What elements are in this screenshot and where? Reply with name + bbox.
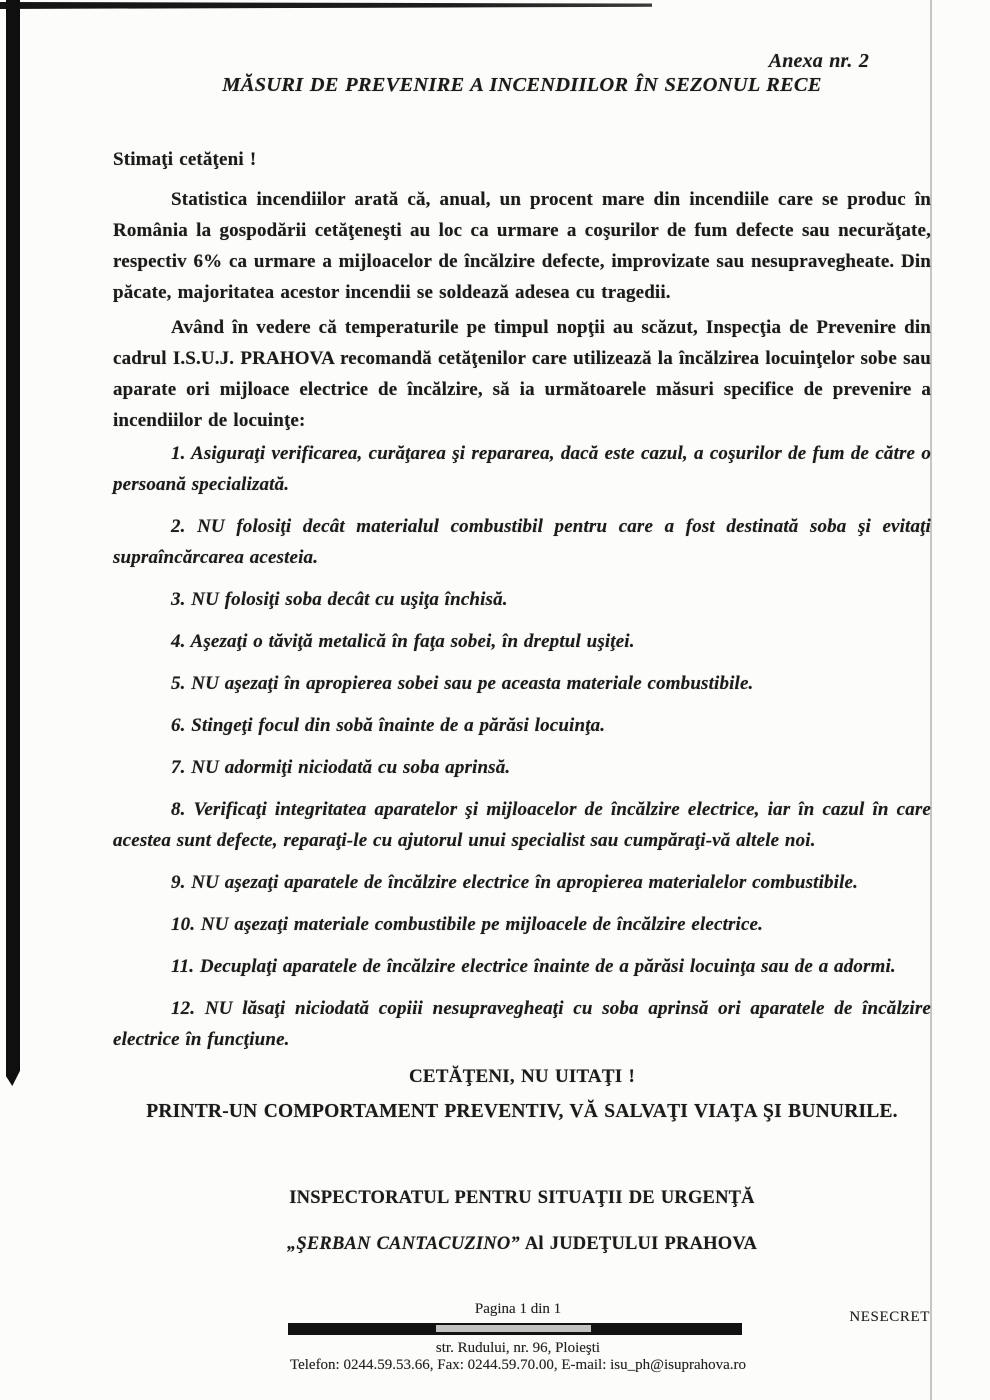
classification-label: NESECRET <box>849 1309 930 1325</box>
signature-unit-county: Al JUDEŢULUI PRAHOVA <box>519 1234 758 1254</box>
measure-item-11: 11. Decuplaţi aparatele de încălzire electrice înainte de a părăsi locuinţa sau de a adormi. <box>171 956 896 977</box>
measure-item-12: 12. NU lăsaţi niciodată copiii nesupravegheaţi cu soba aprinsă ori aparatele de încălzire electrice în funcţiune. <box>113 998 931 1050</box>
closing-callout: CETĂŢENI, NU UITAŢI ! <box>409 1066 635 1087</box>
closing-slogan: PRINTR-UN COMPORTAMENT PREVENTIV, VĂ SALVAŢI VIAŢA ŞI BUNURILE. <box>146 1101 898 1122</box>
measure-item-5: 5. NU aşezaţi în apropierea sobei sau pe aceasta materiale combustibile. <box>171 673 754 694</box>
page-number: Pagina 1 din 1 <box>474 1301 562 1317</box>
salutation: Stimaţi cetăţeni ! <box>113 149 257 170</box>
footer-contact: Telefon: 0244.59.53.66, Fax: 0244.59.70.00, E-mail: isu_ph@isuprahova.ro <box>289 1357 747 1373</box>
footer-address: str. Rudului, nr. 96, Ploieşti <box>435 1340 601 1356</box>
footer-separator-bar <box>288 1323 742 1335</box>
measure-item-6: 6. Stingeţi focul din sobă înainte de a părăsi locuinţa. <box>171 715 606 736</box>
paragraph-recommendation: Având în vedere că temperaturile pe timpul nopţii au scăzut, Inspecţia de Prevenire din cadrul I.S.U.J. PRAHOVA recomandă cetăţenilor care utilizează la încălzirea locuinţelor sobe sau aparate ori mijloace electrice de încălzire, să ia următoarele măsuri specifice de prevenire a incendiilor de locuinţe: <box>113 317 931 431</box>
measure-item-2: 2. NU folosiţi decât materialul combustibil pentru care a fost destinată soba şi evitaţi supraîncărcarea acesteia. <box>113 516 931 568</box>
measure-item-4: 4. Aşezaţi o tăviţă metalică în faţa sobei, în dreptul uşiţei. <box>171 631 635 652</box>
paragraph-statistics: Statistica incendiilor arată că, anual, un procent mare din incendiile care se produc în România la gospodării cetăţeneşti au loc ca urmare a coşurilor de fum defecte sau necurăţate, respectiv 6% ca urmare a mijloacelor de încălzire defecte, improvizate sau nesupravegheate. Din păcate, majoritatea acestor incendii se soldează adesea cu tragedii. <box>113 189 931 303</box>
signature-unit-name: „ŞERBAN CANTACUZINO” <box>286 1234 520 1254</box>
measure-item-7: 7. NU adormiţi niciodată cu soba aprinsă. <box>171 757 511 778</box>
measure-item-1: 1. Asiguraţi verificarea, curăţarea şi repararea, dacă este cazul, a coşurilor de fum de către o persoană specializată. <box>113 443 931 495</box>
measure-item-9: 9. NU aşezaţi aparatele de încălzire electrice în apropierea materialelor combustibile. <box>171 872 859 893</box>
measure-item-8: 8. Verificaţi integritatea aparatelor şi mijloacelor de încălzire electrice, iar în cazul în care acestea sunt defecte, reparaţi-le cu ajutorul unui specialist sau cumpăraţi-vă altele noi. <box>113 799 931 851</box>
footer-separator-bar-inset <box>436 1325 591 1332</box>
scan-artifact-left-bar <box>6 0 20 1086</box>
annex-number: Anexa nr. 2 <box>768 50 869 72</box>
measure-item-10: 10. NU aşezaţi materiale combustibile pe mijloacele de încălzire electrice. <box>171 914 764 935</box>
signature-institution: INSPECTORATUL PENTRU SITUAŢII DE URGENŢĂ <box>289 1188 755 1208</box>
document-title: MĂSURI DE PREVENIRE A INCENDIILOR ÎN SEZONUL RECE <box>222 74 822 96</box>
measure-item-3: 3. NU folosiţi soba decât cu uşiţa închisă. <box>171 589 508 610</box>
document-body <box>113 0 931 1257</box>
signature-unit <box>113 1231 931 1257</box>
